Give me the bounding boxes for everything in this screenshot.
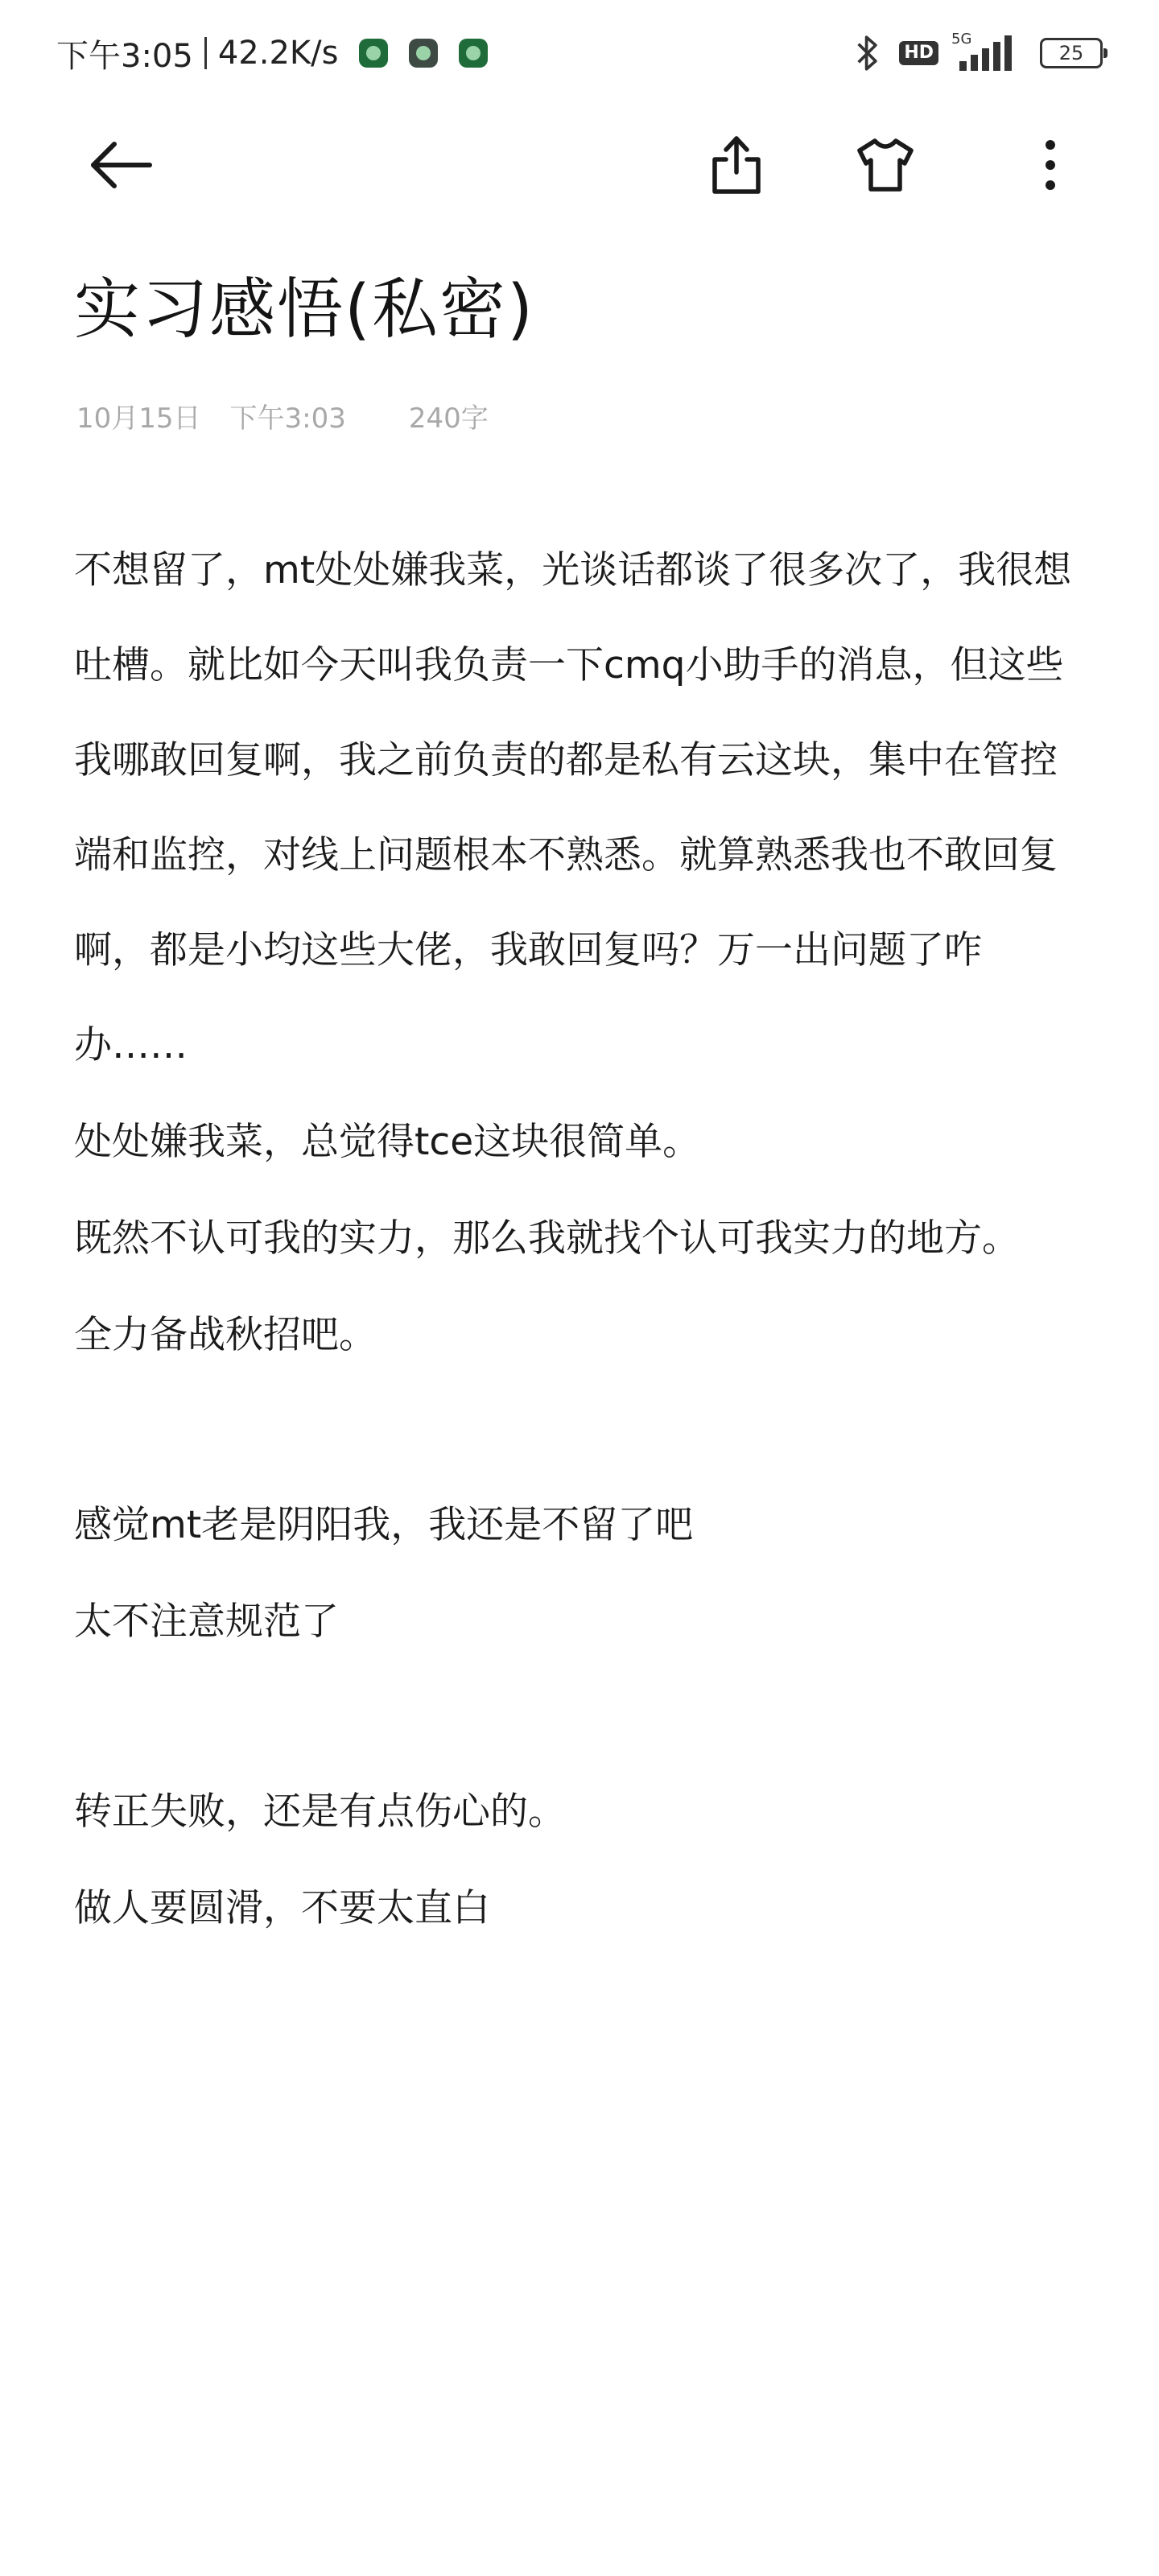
note-paragraph[interactable]: 处处嫌我菜，总觉得tce这块很简单。	[74, 1120, 701, 1164]
note-paragraph[interactable]: 不想留了，mt处处嫌我菜，光谈话都谈了很多次了，我很想吐槽。就比如今天叫我负责一下cmq小助手的消息，但这些我哪敢回复啊，我之前负责的都是私有云这块，集中在管控端和监控，对线上问题根本不熟悉。就算熟悉我也不敢回复啊，都是小均这些大佬，我敢回复吗？万一出问题了咋办……	[74, 548, 1072, 1067]
status-time: 下午3:05	[56, 37, 193, 75]
note-toolbar	[0, 113, 1159, 217]
note-meta	[76, 396, 489, 436]
theme-skin-button[interactable]	[841, 121, 930, 209]
network-speed: 42.2K/s	[217, 35, 339, 72]
status-separator	[204, 37, 207, 69]
note-date: 10月15日	[76, 402, 201, 435]
battery-icon	[1040, 38, 1103, 68]
battery-level: 25	[1058, 42, 1084, 64]
status-bar	[0, 0, 1159, 105]
bluetooth-icon	[854, 34, 881, 72]
note-paragraph[interactable]: 全力备战秋招吧。	[74, 1313, 377, 1357]
note-paragraph[interactable]: 既然不认可我的实力，那么我就找个认可我实力的地方。	[74, 1216, 1020, 1261]
note-title[interactable]: 实习感悟(私密)	[74, 271, 534, 348]
word-count: 240字	[408, 402, 489, 435]
note-paragraph[interactable]: 太不注意规范了	[74, 1600, 339, 1644]
note-time: 下午3:03	[229, 402, 346, 435]
note-paragraph[interactable]: 感觉mt老是阴阳我，我还是不留了吧	[74, 1503, 694, 1547]
share-button[interactable]	[692, 121, 781, 209]
note-body[interactable]	[74, 523, 1088, 1958]
notification-app-icon	[459, 39, 488, 68]
notification-app-icon	[409, 39, 438, 68]
notification-app-icon	[359, 39, 388, 68]
hd-voice-badge: HD	[899, 41, 938, 65]
share-icon	[708, 134, 765, 196]
note-paragraph[interactable]: 转正失败，还是有点伤心的。	[74, 1790, 566, 1834]
network-type: 5G	[951, 31, 972, 47]
more-vertical-icon	[1042, 137, 1058, 193]
arrow-left-icon	[87, 141, 155, 189]
status-right	[854, 29, 1103, 77]
tshirt-icon	[853, 136, 918, 194]
back-button[interactable]	[76, 121, 165, 209]
signal-strength-icon	[951, 32, 1025, 74]
more-options-button[interactable]	[1006, 121, 1095, 209]
note-paragraph[interactable]: 做人要圆滑，不要太直白	[74, 1886, 490, 1930]
status-left	[56, 32, 488, 74]
